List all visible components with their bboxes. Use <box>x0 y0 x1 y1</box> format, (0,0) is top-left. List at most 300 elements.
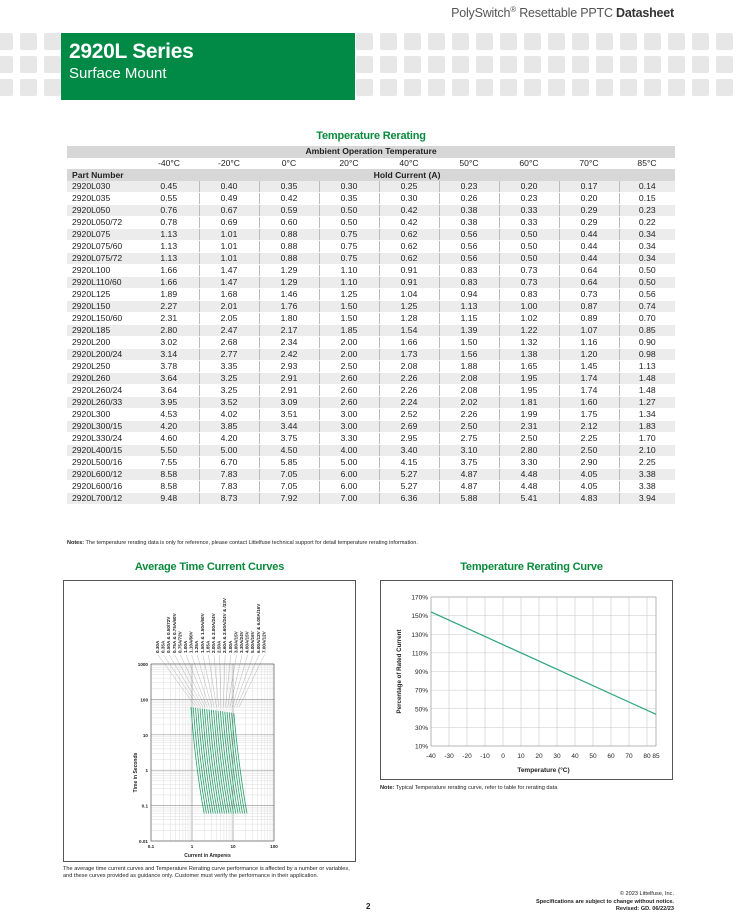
atc-curve-label: 1.85A <box>205 640 211 653</box>
hold-current-cell: 1.54 <box>379 325 439 337</box>
table-row <box>67 265 675 277</box>
hold-current-cell: 0.88 <box>259 229 319 241</box>
table-row <box>67 337 675 349</box>
x-axis-label: Temperature (°C) <box>517 767 570 774</box>
hold-current-cell: 6.00 <box>319 469 379 481</box>
hold-current-cell: 0.25 <box>379 181 439 193</box>
atc-y-tick-label: 1000 <box>137 662 148 667</box>
hold-current-cell: 0.20 <box>559 193 619 205</box>
temp-header: 70°C <box>559 158 619 170</box>
hold-current-cell: 0.75 <box>319 253 379 265</box>
hold-current-cell: 5.85 <box>259 457 319 469</box>
temp-header: -40°C <box>139 158 199 170</box>
deco-tile <box>692 79 709 96</box>
y-axis-label: Percentage of Rated Current <box>396 629 403 714</box>
rerating-table <box>67 146 675 505</box>
hold-current-header: Hold Current (A) <box>139 169 675 181</box>
atc-grid <box>151 664 274 841</box>
atc-x-tick-label: 100 <box>270 844 278 849</box>
hold-current-cell: 2.95 <box>379 433 439 445</box>
deco-tile <box>452 33 469 50</box>
hold-current-cell: 0.62 <box>379 241 439 253</box>
hold-current-cell: 1.99 <box>499 409 559 421</box>
hold-current-cell: 1.13 <box>139 241 199 253</box>
atc-y-tick-label: 10 <box>142 732 148 738</box>
atc-curve-label: 0.35A <box>160 640 166 653</box>
registered-mark: ® <box>510 5 516 14</box>
hold-current-cell: 2.00 <box>319 337 379 349</box>
hold-current-cell: 2.60 <box>319 373 379 385</box>
deco-tile <box>548 33 565 50</box>
disclaimer <box>536 899 674 907</box>
hold-current-cell: 0.73 <box>559 289 619 301</box>
hold-current-cell: 0.35 <box>319 193 379 205</box>
hold-current-cell: 1.13 <box>439 301 499 313</box>
hold-current-cell: 1.48 <box>619 385 675 397</box>
hold-current-cell: 2.50 <box>319 361 379 373</box>
atc-curve-label: 1.25A <box>194 640 200 653</box>
hold-current-cell: 0.87 <box>559 301 619 313</box>
part-number-cell: 2920L075/60 <box>67 241 139 253</box>
part-number-cell: 2920L260/24 <box>67 385 139 397</box>
hold-current-cell: 0.14 <box>619 181 675 193</box>
hold-current-cell: 2.08 <box>439 373 499 385</box>
hold-current-cell: 2.05 <box>199 313 259 325</box>
hold-current-cell: 3.35 <box>199 361 259 373</box>
hold-current-cell: 2.26 <box>439 409 499 421</box>
atc-description: The average time current curves and Temperature Rerating curve performance is affected by a number or variables, and these curves provided as guidance only. Customer must verify the performance in their application. <box>63 866 350 880</box>
hold-current-cell: 1.34 <box>619 409 675 421</box>
atc-curve-label: 6.00A/12V & 6.00A/16V <box>255 603 261 653</box>
part-number-cell: 2920L035 <box>67 193 139 205</box>
hold-current-cell: 2.02 <box>439 397 499 409</box>
rerating-curve-svg <box>381 581 672 779</box>
hold-current-cell: 2.25 <box>559 433 619 445</box>
part-number-cell: 2920L330/24 <box>67 433 139 445</box>
hold-current-cell: 0.17 <box>559 181 619 193</box>
hold-current-cell: 0.91 <box>379 265 439 277</box>
x-tick-label: -30 <box>444 753 454 760</box>
atc-curve-label: 0.75A/72V <box>177 631 183 653</box>
hold-current-cell: 0.42 <box>259 193 319 205</box>
part-number-cell: 2920L075/72 <box>67 253 139 265</box>
hold-current-cell: 3.25 <box>199 373 259 385</box>
hold-current-cell: 1.28 <box>379 313 439 325</box>
hold-current-cell: 0.29 <box>559 217 619 229</box>
hold-current-cell: 0.62 <box>379 253 439 265</box>
deco-tile <box>404 33 421 50</box>
hold-current-cell: 4.48 <box>499 469 559 481</box>
table-row <box>67 373 675 385</box>
hold-current-cell: 0.50 <box>619 265 675 277</box>
y-tick-label: 30% <box>414 724 428 732</box>
revised-text: Revised: GD. 06/22/23 <box>615 906 674 913</box>
atc-x-tick-label: 0.1 <box>147 844 155 849</box>
hold-current-cell: 3.38 <box>619 481 675 493</box>
deco-tile <box>572 33 589 50</box>
part-number-cell: 2920L300/15 <box>67 421 139 433</box>
part-number-cell: 2920L030 <box>67 181 139 193</box>
table-row <box>67 457 675 469</box>
x-tick-label: -40 <box>426 753 436 760</box>
atc-curve-label: 1.50A & 1.50A/60V <box>199 613 205 653</box>
hold-current-cell: 4.00 <box>319 445 379 457</box>
table-row <box>67 205 675 217</box>
hold-current-cell: 1.32 <box>499 337 559 349</box>
hold-current-cell: 1.95 <box>499 385 559 397</box>
hold-current-cell: 1.73 <box>379 349 439 361</box>
deco-tile <box>716 79 733 96</box>
deco-tile <box>380 79 397 96</box>
hold-current-cell: 2.34 <box>259 337 319 349</box>
deco-tile <box>356 56 373 73</box>
hold-current-cell: 1.75 <box>559 409 619 421</box>
x-tick-label: 50 <box>589 753 597 760</box>
part-number-cell: 2920L110/60 <box>67 277 139 289</box>
deco-tile <box>476 56 493 73</box>
part-number-cell: 2920L150 <box>67 301 139 313</box>
hold-current-cell: 0.78 <box>139 217 199 229</box>
y-tick-label: 10% <box>414 743 428 751</box>
part-number-cell: 2920L150/60 <box>67 313 139 325</box>
atc-chart-title: Average Time Current Curves <box>134 561 285 573</box>
hold-current-cell: 2.80 <box>139 325 199 337</box>
hold-current-cell: 0.30 <box>319 181 379 193</box>
part-number-cell: 2920L075 <box>67 229 139 241</box>
atc-curve-label: 3.30A/24V <box>239 631 244 653</box>
part-number-cell: 2920L260 <box>67 373 139 385</box>
hold-current-cell: 3.52 <box>199 397 259 409</box>
hold-current-cell: 7.05 <box>259 469 319 481</box>
hold-current-cell: 2.26 <box>379 373 439 385</box>
hold-current-cell: 1.50 <box>319 313 379 325</box>
deco-tile <box>356 79 373 96</box>
hold-current-cell: 2.31 <box>139 313 199 325</box>
hold-current-cell: 0.56 <box>439 253 499 265</box>
grid <box>431 597 656 746</box>
hold-current-cell: 4.02 <box>199 409 259 421</box>
atc-curve-label: 3.00A <box>227 640 233 653</box>
deco-tile <box>0 33 13 50</box>
deco-tile <box>428 56 445 73</box>
hold-current-cell: 0.40 <box>199 181 259 193</box>
deco-tile <box>20 33 37 50</box>
hold-current-cell: 3.64 <box>139 373 199 385</box>
hold-current-cell: 1.60 <box>559 397 619 409</box>
hold-current-cell: 1.74 <box>559 373 619 385</box>
deco-tile <box>452 56 469 73</box>
part-number-cell: 2920L600/16 <box>67 481 139 493</box>
deco-tile <box>620 79 637 96</box>
atc-curve <box>191 707 204 813</box>
deco-tile <box>596 56 613 73</box>
table-row <box>67 409 675 421</box>
hold-current-cell: 0.62 <box>379 229 439 241</box>
table-row <box>67 241 675 253</box>
part-number-cell: 2920L400/15 <box>67 445 139 457</box>
hold-current-cell: 1.13 <box>139 229 199 241</box>
table-note <box>67 540 418 546</box>
atc-curve-label: 4.00A/15V <box>244 631 250 653</box>
hold-current-cell: 0.33 <box>499 217 559 229</box>
table-row <box>67 361 675 373</box>
hold-current-cell: 3.40 <box>379 445 439 457</box>
hold-current-cell: 0.34 <box>619 241 675 253</box>
hold-current-cell: 2.93 <box>259 361 319 373</box>
hold-current-cell: 1.47 <box>199 265 259 277</box>
hold-current-cell: 1.65 <box>499 361 559 373</box>
deco-tile <box>644 56 661 73</box>
hold-current-cell: 2.42 <box>259 349 319 361</box>
hold-current-cell: 0.55 <box>139 193 199 205</box>
header-title-rest: Resettable PPTC <box>515 6 617 21</box>
hold-current-cell: 0.59 <box>259 205 319 217</box>
hold-current-cell: 1.10 <box>319 265 379 277</box>
blank-corner <box>67 158 139 170</box>
hold-current-cell: 8.73 <box>199 493 259 505</box>
x-tick-label: 30 <box>553 753 561 760</box>
atc-curve-label: 7.00A/12V <box>261 631 267 653</box>
part-number-cell: 2920L200/24 <box>67 349 139 361</box>
hold-current-cell: 0.33 <box>499 205 559 217</box>
atc-curve-label: 5.00A/16V <box>250 631 256 653</box>
atc-curve-label: 0.50A & 0.50/72V <box>166 616 172 653</box>
hold-current-cell: 5.88 <box>439 493 499 505</box>
atc-curve <box>205 709 218 814</box>
hold-current-cell: 1.07 <box>559 325 619 337</box>
hold-current-cell: 1.66 <box>379 337 439 349</box>
atc-curve-label: 2.00A & 2.00A/24V <box>211 613 216 653</box>
hold-current-cell: 8.58 <box>139 481 199 493</box>
hold-current-cell: 1.25 <box>319 289 379 301</box>
hold-current-cell: 1.29 <box>259 265 319 277</box>
hold-current-cell: 2.69 <box>379 421 439 433</box>
hold-current-cell: 0.50 <box>499 229 559 241</box>
deco-tile <box>44 33 61 50</box>
temp-header: 40°C <box>379 158 439 170</box>
hold-current-cell: 2.00 <box>319 349 379 361</box>
hold-current-cell: 4.05 <box>559 481 619 493</box>
deco-tile <box>0 56 13 73</box>
rerating-table-title: Temperature Rerating <box>316 130 426 142</box>
hold-current-cell: 0.60 <box>259 217 319 229</box>
hold-current-cell: 2.08 <box>439 385 499 397</box>
hold-current-cell: 2.90 <box>559 457 619 469</box>
hold-current-cell: 0.44 <box>559 241 619 253</box>
hold-current-cell: 5.00 <box>319 457 379 469</box>
temp-header: 20°C <box>319 158 379 170</box>
hold-current-cell: 0.56 <box>439 241 499 253</box>
footer-info <box>536 891 674 914</box>
atc-curve-label: 1.00A <box>183 640 188 653</box>
deco-tile <box>500 79 517 96</box>
deco-tile <box>716 33 733 50</box>
deco-tile <box>644 33 661 50</box>
hold-current-cell: 0.38 <box>439 217 499 229</box>
deco-tile <box>524 33 541 50</box>
hold-current-cell: 0.45 <box>139 181 199 193</box>
table-row <box>67 217 675 229</box>
hold-current-cell: 4.20 <box>139 421 199 433</box>
temp-header: 60°C <box>499 158 559 170</box>
y-tick-label: 150% <box>411 613 428 621</box>
hold-current-cell: 1.48 <box>619 373 675 385</box>
hold-current-cell: 0.42 <box>379 217 439 229</box>
hold-current-cell: 0.73 <box>499 277 559 289</box>
hold-current-cell: 1.10 <box>319 277 379 289</box>
page-number: 2 <box>366 902 371 911</box>
hold-current-cell: 0.56 <box>439 229 499 241</box>
deco-tile <box>20 79 37 96</box>
curve-note-label: Note: <box>380 785 395 791</box>
hold-current-cell: 0.56 <box>619 289 675 301</box>
hold-current-cell: 2.25 <box>619 457 675 469</box>
hold-current-cell: 1.38 <box>499 349 559 361</box>
hold-current-cell: 2.17 <box>259 325 319 337</box>
table-row <box>67 253 675 265</box>
part-number-cell: 2920L500/16 <box>67 457 139 469</box>
rerating-curve-title: Temperature Rerating Curve <box>460 561 603 573</box>
atc-y-tick-label: 100 <box>140 697 148 703</box>
hold-current-cell: 5.27 <box>379 481 439 493</box>
table-row <box>67 193 675 205</box>
table-row <box>67 289 675 301</box>
deco-tile <box>44 56 61 73</box>
x-tick-label: 10 <box>517 753 525 760</box>
y-tick-label: 70% <box>414 687 428 695</box>
hold-current-cell: 0.64 <box>559 265 619 277</box>
deco-tile <box>428 79 445 96</box>
temp-header: -20°C <box>199 158 259 170</box>
x-tick-label: 60 <box>607 753 615 760</box>
hold-current-cell: 3.10 <box>439 445 499 457</box>
part-number-header: Part Number <box>67 169 139 181</box>
hold-current-cell: 1.89 <box>139 289 199 301</box>
hold-current-cell: 3.30 <box>499 457 559 469</box>
hold-current-cell: 2.68 <box>199 337 259 349</box>
hold-current-cell: 0.22 <box>619 217 675 229</box>
hold-current-cell: 1.50 <box>439 337 499 349</box>
y-tick-label: 110% <box>411 650 428 658</box>
brand-name: PolySwitch <box>451 6 511 21</box>
hold-current-cell: 3.38 <box>619 469 675 481</box>
hold-current-cell: 0.69 <box>199 217 259 229</box>
atc-curve <box>234 713 247 813</box>
hold-current-cell: 0.50 <box>499 241 559 253</box>
deco-tile <box>0 79 13 96</box>
y-tick-label: 90% <box>414 669 428 676</box>
hold-current-cell: 3.75 <box>259 433 319 445</box>
table-row <box>67 181 675 193</box>
x-tick-label: 40 <box>571 753 579 760</box>
hold-current-cell: 0.75 <box>319 241 379 253</box>
deco-tile <box>380 56 397 73</box>
disclaimer-text: Specifications are subject to change without notice. <box>535 898 674 905</box>
hold-current-cell: 5.27 <box>379 469 439 481</box>
table-row <box>67 229 675 241</box>
hold-current-cell: 2.91 <box>259 385 319 397</box>
x-tick-label: 70 <box>625 753 633 760</box>
hold-current-cell: 0.74 <box>619 301 675 313</box>
hold-current-cell: 2.27 <box>139 301 199 313</box>
hold-current-cell: 0.23 <box>499 193 559 205</box>
atc-curve-label: 1.10A/60V <box>188 631 194 653</box>
hold-current-cell: 7.00 <box>319 493 379 505</box>
deco-tile <box>20 56 37 73</box>
hold-current-cell: 5.50 <box>139 445 199 457</box>
part-number-cell: 2920L125 <box>67 289 139 301</box>
deco-tile <box>500 33 517 50</box>
x-tick-label: 80 <box>643 753 651 760</box>
hold-current-cell: 0.30 <box>379 193 439 205</box>
hold-current-cell: 2.12 <box>559 421 619 433</box>
hold-current-cell: 2.50 <box>439 421 499 433</box>
hold-current-cell: 2.77 <box>199 349 259 361</box>
hold-current-cell: 0.50 <box>499 253 559 265</box>
deco-tile <box>620 56 637 73</box>
deco-tile <box>668 33 685 50</box>
atc-x-tick-label: 10 <box>230 844 236 849</box>
hold-current-cell: 1.00 <box>499 301 559 313</box>
hold-current-cell: 1.74 <box>559 385 619 397</box>
atc-curve-label: 0.30A <box>155 640 160 653</box>
table-row <box>67 313 675 325</box>
revised-date <box>536 906 674 914</box>
part-number-cell: 2920L185 <box>67 325 139 337</box>
deco-tile <box>668 56 685 73</box>
hold-current-cell: 0.98 <box>619 349 675 361</box>
hold-current-cell: 3.25 <box>199 385 259 397</box>
atc-y-tick-label: 1 <box>145 768 148 774</box>
part-number-cell: 2920L600/12 <box>67 469 139 481</box>
deco-tile <box>404 79 421 96</box>
hold-current-cell: 4.15 <box>379 457 439 469</box>
temp-header: 85°C <box>619 158 675 170</box>
hold-current-cell: 1.83 <box>619 421 675 433</box>
atc-curve <box>232 713 245 814</box>
hold-current-cell: 2.80 <box>499 445 559 457</box>
deco-tile <box>524 56 541 73</box>
hold-current-cell: 0.73 <box>499 265 559 277</box>
atc-curve <box>216 710 229 813</box>
hold-current-cell: 3.78 <box>139 361 199 373</box>
series-subtitle: Surface Mount <box>69 65 167 82</box>
hold-current-cell: 0.94 <box>439 289 499 301</box>
hold-current-cell: 2.75 <box>439 433 499 445</box>
hold-current-cell: 1.70 <box>619 433 675 445</box>
hold-current-cell: 1.56 <box>439 349 499 361</box>
deco-tile <box>572 79 589 96</box>
hold-current-cell: 1.88 <box>439 361 499 373</box>
atc-y-tick-label: 0.01 <box>139 839 148 844</box>
hold-current-cell: 1.20 <box>559 349 619 361</box>
hold-current-cell: 1.68 <box>199 289 259 301</box>
hold-current-cell: 2.50 <box>499 433 559 445</box>
header-title-bold: Datasheet <box>616 6 674 21</box>
hold-current-cell: 8.58 <box>139 469 199 481</box>
hold-current-cell: 2.47 <box>199 325 259 337</box>
hold-current-cell: 0.67 <box>199 205 259 217</box>
table-row <box>67 421 675 433</box>
deco-tile <box>596 79 613 96</box>
hold-current-cell: 1.25 <box>379 301 439 313</box>
hold-current-cell: 3.00 <box>319 421 379 433</box>
hold-current-cell: 0.88 <box>259 253 319 265</box>
hold-current-cell: 1.76 <box>259 301 319 313</box>
hold-current-cell: 0.15 <box>619 193 675 205</box>
part-number-cell: 2920L700/12 <box>67 493 139 505</box>
table-row <box>67 277 675 289</box>
